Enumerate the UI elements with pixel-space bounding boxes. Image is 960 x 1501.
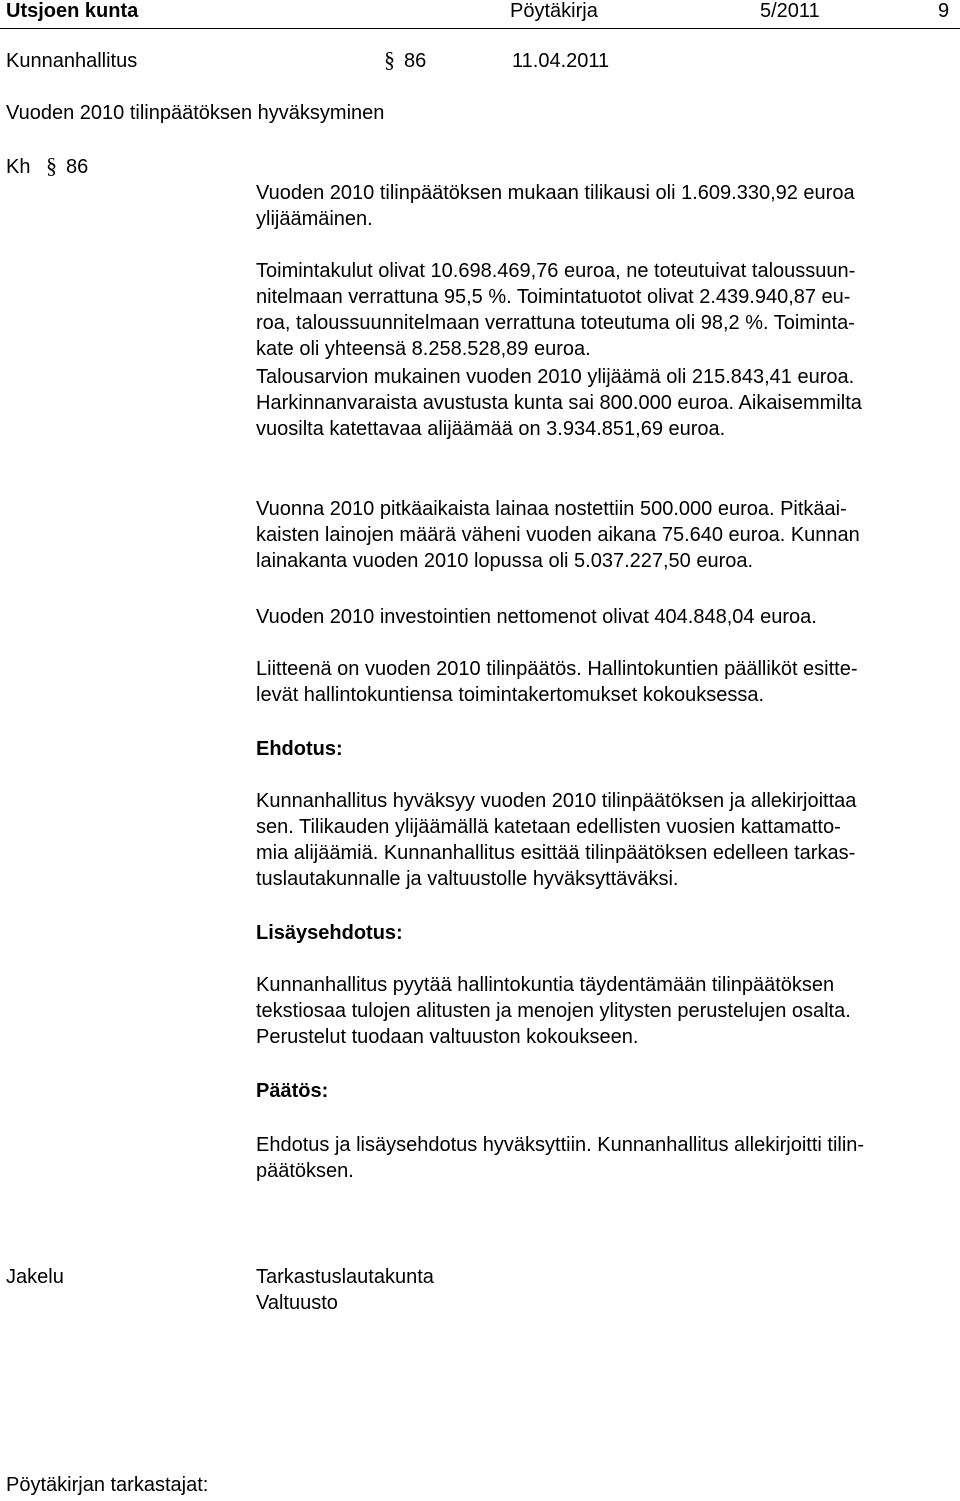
distribution-recipient: Tarkastuslautakunta bbox=[256, 1266, 434, 1288]
section-symbol-icon bbox=[384, 47, 396, 80]
text-line: Talousarvion mukainen vuoden 2010 ylijäämä oli 215.843,41 euroa. bbox=[256, 366, 855, 388]
text-line: sen. Tilikauden ylijäämällä katetaan edellisten vuosien kattamatto- bbox=[256, 816, 841, 838]
text-line: mia alijäämiä. Kunnanhallitus esittää tilinpäätöksen edelleen tarkas- bbox=[256, 842, 856, 864]
text-line: Liitteenä on vuoden 2010 tilinpäätös. Hallintokuntien päälliköt esitte- bbox=[256, 658, 858, 680]
text-line: Harkinnanvaraista avustusta kunta sai 800.000 euroa. Aikaisemmilta bbox=[256, 392, 862, 414]
page-number: 9 bbox=[938, 0, 950, 22]
addition-heading: Lisäysehdotus: bbox=[256, 922, 403, 944]
text-line: Toimintakulut olivat 10.698.469,76 euroa, ne toteutuivat taloussuun- bbox=[256, 260, 856, 282]
text-line: Vuoden 2010 tilinpäätöksen mukaan tilikausi oli 1.609.330,92 euroa bbox=[256, 182, 855, 204]
item-ref-label: Kh bbox=[6, 156, 31, 178]
decision-heading: Päätös: bbox=[256, 1080, 329, 1102]
text-line: Ehdotus ja lisäysehdotus hyväksyttiin. Kunnanhallitus allekirjoitti tilin- bbox=[256, 1134, 865, 1156]
text-line: tekstiosaa tulojen alitusten ja menojen ylitysten perustelujen osalta. bbox=[256, 1000, 851, 1022]
item-ref-number: 86 bbox=[66, 156, 89, 178]
text-line: ylijäämäinen. bbox=[256, 208, 373, 230]
meta-section-number: 86 bbox=[404, 50, 427, 72]
document-number: 5/2011 bbox=[760, 0, 820, 22]
item-title: Vuoden 2010 tilinpäätöksen hyväksyminen bbox=[6, 102, 385, 124]
text-line: vuosilta katettavaa alijäämää on 3.934.851,69 euroa. bbox=[256, 418, 726, 440]
text-line: Kunnanhallitus pyytää hallintokuntia täydentämään tilinpäätöksen bbox=[256, 974, 835, 996]
text-line: lainakanta vuoden 2010 lopussa oli 5.037.227,50 euroa. bbox=[256, 550, 754, 572]
reviewers-label: Pöytäkirjan tarkastajat: bbox=[6, 1474, 209, 1496]
text-line: roa, taloussuunnitelmaan verrattuna toteutuma oli 98,2 %. Toiminta- bbox=[256, 312, 855, 334]
text-line: kate oli yhteensä 8.258.528,89 euroa. bbox=[256, 338, 591, 360]
text-line: Vuoden 2010 investointien nettomenot olivat 404.848,04 euroa. bbox=[256, 606, 817, 628]
text-line: Vuonna 2010 pitkäaikaista lainaa nostettiin 500.000 euroa. Pitkäai- bbox=[256, 498, 847, 520]
svg-text:§: § bbox=[384, 47, 395, 72]
distribution-recipient: Valtuusto bbox=[256, 1292, 338, 1314]
item-section-symbol-icon bbox=[46, 153, 58, 186]
text-line: Perustelut tuodaan valtuuston kokoukseen. bbox=[256, 1026, 639, 1048]
text-line: tuslautakunnalle ja valtuustolle hyväksyttäväksi. bbox=[256, 868, 679, 890]
organization-name: Utsjoen kunta bbox=[6, 0, 139, 22]
header-rule bbox=[0, 28, 960, 29]
text-line: päätöksen. bbox=[256, 1160, 354, 1182]
meeting-date: 11.04.2011 bbox=[512, 50, 610, 72]
text-line: levät hallintokuntiensa toimintakertomukset kokouksessa. bbox=[256, 684, 765, 706]
proposal-heading: Ehdotus: bbox=[256, 738, 343, 760]
text-line: kaisten lainojen määrä väheni vuoden aikana 75.640 euroa. Kunnan bbox=[256, 524, 860, 546]
svg-text:§: § bbox=[46, 153, 57, 178]
distribution-label: Jakelu bbox=[6, 1266, 64, 1288]
text-line: nitelmaan verrattuna 95,5 %. Toimintatuotot olivat 2.439.940,87 eu- bbox=[256, 286, 851, 308]
document-type: Pöytäkirja bbox=[510, 0, 598, 22]
meeting-body: Kunnanhallitus bbox=[6, 50, 138, 72]
text-line: Kunnanhallitus hyväksyy vuoden 2010 tilinpäätöksen ja allekirjoittaa bbox=[256, 790, 857, 812]
